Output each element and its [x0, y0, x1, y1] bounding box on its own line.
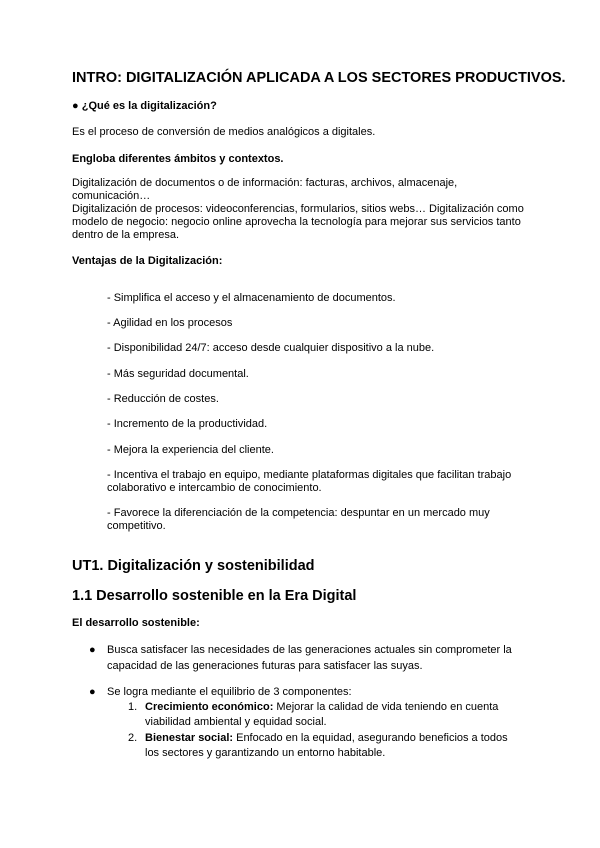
advantage-item: - Incremento de la productividad. — [107, 418, 268, 430]
advantage-item-cont: competitivo. — [107, 520, 166, 532]
list-number: 1. — [128, 701, 138, 713]
component-item — [145, 701, 498, 714]
advantages-heading: Ventajas de la Digitalización: — [72, 255, 223, 267]
bullet: ● — [89, 686, 96, 698]
advantage-item: - Simplifica el acceso y el almacenamiento de documentos. — [107, 292, 396, 304]
bullet-text: Busca satisfacer las necesidades de las generaciones actuales sin comprometer la — [107, 644, 512, 656]
scope-line: modelo de negocio: negocio online aprovecha la tecnología para mejorar sus servicios tanto — [72, 216, 521, 228]
question-heading — [72, 100, 217, 113]
advantage-item: - Mejora la experiencia del cliente. — [107, 444, 274, 456]
bullet-text: Se logra mediante el equilibrio de 3 componentes: — [107, 686, 352, 698]
advantage-item: - Disponibilidad 24/7: acceso desde cualquier dispositivo a la nube. — [107, 342, 435, 354]
advantage-item: - Agilidad en los procesos — [107, 317, 233, 329]
scope-heading: Engloba diferentes ámbitos y contextos. — [72, 153, 284, 165]
advantage-item: - Reducción de costes. — [107, 393, 219, 405]
question-label: ¿Qué es la digitalización? — [81, 100, 217, 112]
component-desc: Mejorar la calidad de vida teniendo en cuenta — [273, 701, 499, 713]
scope-line: dentro de la empresa. — [72, 229, 180, 241]
bullet-text-cont: capacidad de las generaciones futuras para satisfacer las suyas. — [107, 660, 423, 672]
bullet: ● — [89, 644, 96, 656]
scope-line: comunicación… — [72, 190, 151, 202]
component-desc: Enfocado en la equidad, asegurando beneficios a todos — [233, 732, 508, 744]
bullet: ● — [72, 100, 79, 112]
advantage-item: - Favorece la diferenciación de la competencia: despuntar en un mercado muy — [107, 507, 490, 519]
scope-line: Digitalización de procesos: videoconferencias, formularios, sitios webs… Digitalización como — [72, 203, 524, 215]
advantage-item-cont: colaborativo e intercambio de conocimiento. — [107, 482, 322, 494]
component-term: Crecimiento económico: — [145, 701, 274, 713]
section-heading: 1.1 Desarrollo sostenible en la Era Digital — [72, 588, 357, 604]
component-term: Bienestar social: — [145, 732, 234, 744]
sustainable-heading: El desarrollo sostenible: — [72, 617, 200, 629]
advantage-item: - Incentiva el trabajo en equipo, mediante plataformas digitales que facilitan trabajo — [107, 469, 512, 481]
component-desc-cont: los sectores y garantizando un entorno habitable. — [145, 747, 386, 759]
document-title: INTRO: DIGITALIZACIÓN APLICADA A LOS SECTORES PRODUCTIVOS. — [72, 70, 566, 86]
definition-text: Es el proceso de conversión de medios analógicos a digitales. — [72, 126, 376, 138]
component-item — [145, 732, 508, 745]
unit-heading: UT1. Digitalización y sostenibilidad — [72, 558, 315, 574]
advantage-item: - Más seguridad documental. — [107, 368, 249, 380]
component-desc-cont: viabilidad ambiental y equidad social. — [145, 716, 327, 728]
list-number: 2. — [128, 732, 138, 744]
scope-line: Digitalización de documentos o de información: facturas, archivos, almacenaje, — [72, 177, 458, 189]
